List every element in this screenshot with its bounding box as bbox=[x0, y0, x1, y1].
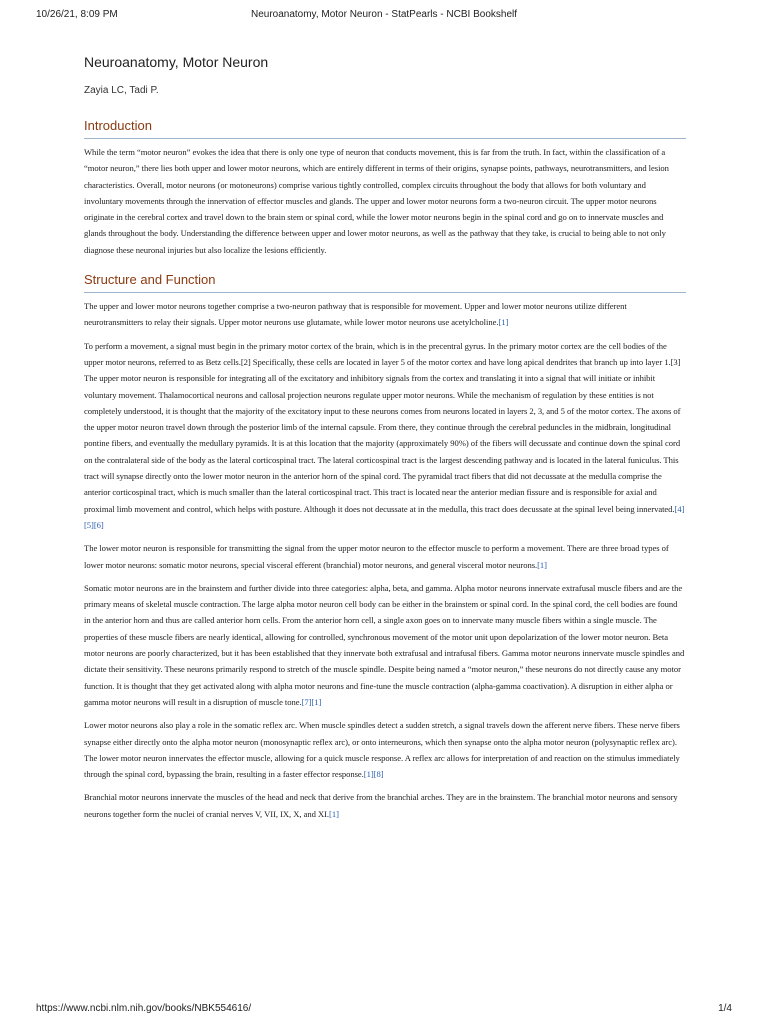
citation-link[interactable]: [4][5][6] bbox=[84, 503, 685, 530]
paragraph bbox=[84, 540, 686, 573]
paragraph bbox=[84, 298, 686, 331]
paragraph-text: The upper and lower motor neurons together comprise a two-neuron pathway that is responsible for movement. Upper and lower motor neurons utilize different neurotransmitters to relay their signals. Upper motor neurons use glutamate, while lower motor neurons use acetylcholine. bbox=[84, 301, 627, 328]
section-structure-and-function bbox=[84, 272, 686, 822]
paragraph bbox=[84, 717, 686, 782]
citation-link[interactable]: [7][1] bbox=[301, 696, 322, 707]
section-heading: Introduction bbox=[84, 118, 686, 139]
paragraph-text: To perform a movement, a signal must begin in the primary motor cortex of the brain, which is in the precentral gyrus. In the primary motor cortex are the cell bodies of the upper motor neurons, referred to as Betz cells.[2] Specifically, these cells are located in layer 5 of the motor cortex and have long apical dendrites that branch up into layer 1.[3] The upper motor neuron is responsible for integrating all of the excitatory and inhibitory signals from the cortex and translating it into a signal that will initiate or inhibit voluntary movement. Thalamocortical neurons and callosal projection neurons regulate upper motor neurons. While the mechanism of regulation by these entities is not completely understood, it is thought that the majority of the excitatory input to these neurons comes from neurons located in layers 2, 3, and 5 of the motor cortex. The axons of the upper motor neuron travel down through the posterior limb of the internal capsule. From there, they continue through the cerebral peduncles in the midbrain, longitudinal pontine fibers, and eventually the medullary pyramids. It is at this location that the majority (approximately 90%) of the fibers will decussate and continue down the spinal cord on the contralateral side of the body as the lateral corticospinal tract. The lateral corticospinal tract is the largest descending pathway and is located in the lateral funiculus. This tract will synapse directly onto the lower motor neuron in the anterior horn of the spinal cord. The pyramidal tract fibers that did not decussate at the medulla comprise the anterior corticospinal tract, which is much smaller than the lateral corticospinal tract. This tract is located near the anterior median fissure and is responsible for axial and proximal limb movement and control, which helps with posture. Although it does not decussate at in the medulla, this tract does decussate at the spinal level being innervated. bbox=[84, 340, 681, 514]
paragraph bbox=[84, 338, 686, 534]
article-authors[interactable]: Zayia LC, Tadi P. bbox=[84, 85, 159, 96]
paragraph-text: Somatic motor neurons are in the brainstem and further divide into three categories: alpha, beta, and gamma. Alpha motor neurons innervate extrafusal muscle fibers and are the primary means of skeletal muscle contraction. The large alpha motor neuron cell body can be either in the brainstem or spinal cord. In the spinal cord, the cell bodies are found in the anterior horn and thus are called anterior horn cells. From the anterior horn cell, a single axon goes on to innervate many muscle fibers within a single muscle. The properties of these muscle fibers are nearly identical, allowing for controlled, synchronous movement of the motor unit upon depolarization of the lower motor neuron. Beta motor neurons are poorly characterized, but it has been established that they innervate both extrafusal and intrafusal fibers. Gamma motor neurons innervate muscle spindles and dictate their sensitivity. These neurons primarily respond to stretch of the muscle spindle. Despite being named a “motor neuron,” these neurons do not directly cause any motor function. It is thought that they get activated along with alpha motor neurons and fine-tune the muscle contraction (alpha-gamma coactivation). A disruption in either alpha or gamma motor neurons will result in a disruption of muscle tone. bbox=[84, 582, 685, 707]
section-heading: Structure and Function bbox=[84, 272, 686, 293]
section-introduction bbox=[84, 118, 686, 258]
paragraph-text: The lower motor neuron is responsible for transmitting the signal from the upper motor neuron to the effector muscle to perform a movement. There are three broad types of lower motor neurons: somatic motor neurons, special visceral efferent (branchial) motor neurons, and general visceral motor neurons. bbox=[84, 543, 669, 570]
paragraph-text: Branchial motor neurons innervate the muscles of the head and neck that derive from the branchial arches. They are in the brainstem. The branchial motor neurons and sensory neurons together form the nuclei of cranial nerves V, VII, IX, X, and XI. bbox=[84, 792, 678, 819]
article-body bbox=[84, 53, 686, 836]
citation-link[interactable]: [1] bbox=[537, 559, 547, 570]
print-page-number: 1/4 bbox=[718, 1003, 732, 1014]
paragraph bbox=[84, 144, 686, 258]
print-datetime: 10/26/21, 8:09 PM bbox=[36, 9, 118, 20]
print-url: https://www.ncbi.nlm.nih.gov/books/NBK554616/ bbox=[36, 1003, 252, 1014]
print-footer bbox=[0, 1003, 768, 1017]
print-page-title: Neuroanatomy, Motor Neuron - StatPearls - NCBI Bookshelf bbox=[250, 9, 518, 20]
paragraph-text: Lower motor neurons also play a role in the somatic reflex arc. When muscle spindles detect a sudden stretch, a signal travels down the afferent nerve fibers. These nerve fibers synapse either directly onto the alpha motor neuron (monosynaptic reflex arc), or onto interneurons, which then synapse onto the alpha motor neuron (polysynaptic reflex arc). The lower motor neuron innervates the effector muscle, allowing for a quick muscle response. A reflex arc allows for interpretation of and reaction on the stimulus immediately through the spinal cord, bypassing the brain, resulting in a faster effector response. bbox=[84, 720, 680, 780]
article-title: Neuroanatomy, Motor Neuron bbox=[84, 54, 269, 70]
citation-link[interactable]: [1][8] bbox=[363, 769, 384, 780]
paragraph bbox=[84, 580, 686, 710]
citation-link[interactable]: [1] bbox=[329, 808, 339, 819]
paragraph-text: While the term “motor neuron” evokes the idea that there is only one type of neuron that conducts movement, this is far from the truth. In fact, within the classification of a “motor neuron,” there lies both upper and lower motor neurons, which are entirely different in terms of their origins, synapse points, pathways, neurotransmitters, and lesion characteristics. Overall, motor neurons (or motoneurons) comprise various tightly controlled, complex circuits throughout the body that allows for both voluntary and involuntary movements through the innervation of effector muscles and glands. The upper and lower motor neurons form a two-neuron circuit. The upper motor neurons originate in the cerebral cortex and travel down to the brain stem or spinal cord, while the lower motor neurons begin in the spinal cord and go on to innervate muscles and glands throughout the body. Understanding the difference between upper and lower motor neurons, as well as the pathway that they take, is crucial to being able to not only diagnose these neuronal injuries but also localize the lesions efficiently. bbox=[84, 147, 669, 255]
print-header bbox=[0, 9, 768, 23]
paragraph bbox=[84, 789, 686, 822]
citation-link[interactable]: [1] bbox=[498, 317, 509, 328]
